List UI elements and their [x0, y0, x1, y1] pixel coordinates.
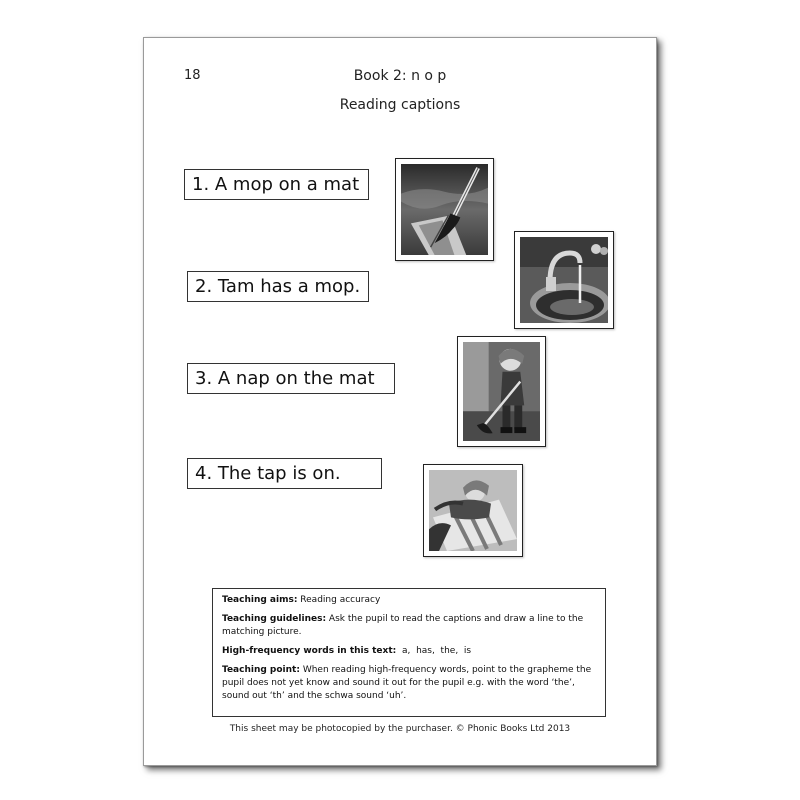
book-title: Book 2: n o p — [353, 68, 447, 84]
caption-2: 2. Tam has a mop. — [187, 271, 369, 302]
teaching-notes-box — [212, 588, 606, 717]
copyright-footer: This sheet may be photocopied by the purchaser. © Phonic Books Ltd 2013 — [229, 724, 571, 734]
caption-4: 4. The tap is on. — [187, 458, 382, 489]
running-tap-picture — [514, 231, 614, 329]
page-subtitle: Reading captions — [339, 97, 461, 113]
mop-on-mat-picture — [395, 158, 494, 261]
teaching-aims-text: Reading accuracy — [297, 595, 381, 605]
teaching-guidelines-text: Ask the pupil to read the captions and draw a line to the matching picture. — [222, 614, 584, 637]
teaching-point-text: When reading high-frequency words, point to the grapheme the pupil does not yet know and sound it out for the pupil e.g. with the word ‘the’, sound out ‘th’ and the schwa sound ‘uh’. — [222, 665, 592, 701]
nap-on-mat-picture — [423, 464, 523, 557]
teaching-point-label: Teaching point: — [222, 665, 300, 675]
high-frequency-words — [222, 645, 596, 658]
teaching-aims — [222, 594, 596, 607]
caption-3: 3. A nap on the mat — [187, 363, 395, 394]
high-frequency-words-text: a, has, the, is — [396, 646, 472, 656]
teaching-guidelines — [222, 613, 596, 639]
worksheet-page — [143, 37, 657, 766]
caption-1: 1. A mop on a mat — [184, 169, 369, 200]
girl-with-mop-picture — [457, 336, 546, 447]
high-frequency-words-label: High-frequency words in this text: — [222, 646, 397, 656]
page-number: 18 — [184, 68, 201, 83]
teaching-point — [222, 664, 596, 703]
teaching-aims-label: Teaching aims: — [222, 595, 298, 605]
teaching-guidelines-label: Teaching guidelines: — [222, 614, 327, 624]
